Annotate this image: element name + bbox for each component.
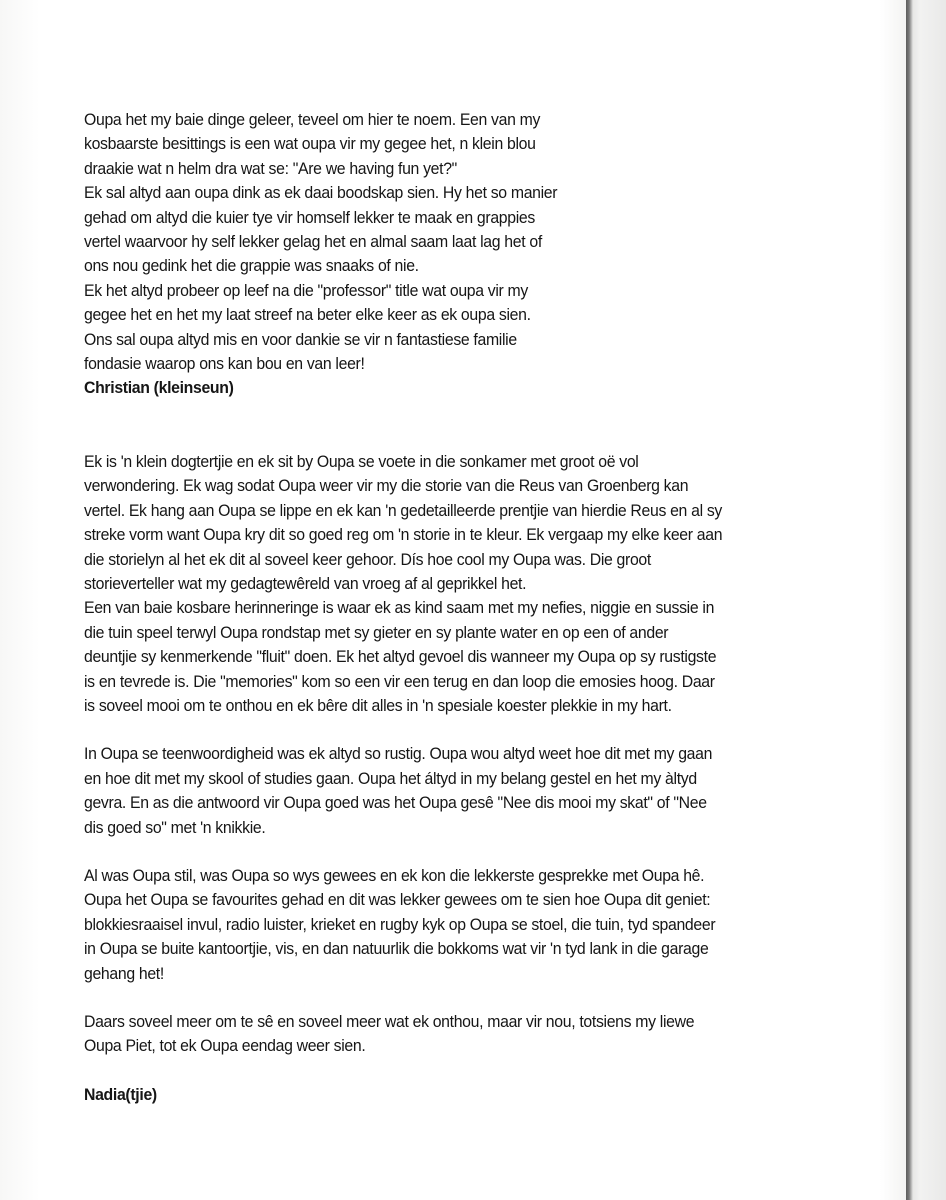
- paragraph: [84, 742, 828, 840]
- text-line: gehad om altyd die kuier tye vir homself lekker te maak en grappies: [84, 207, 535, 227]
- text-line: fondasie waarop ons kan bou en van leer!: [84, 354, 365, 374]
- text-line: gehang het!: [84, 963, 164, 983]
- text-line: Ons sal oupa altyd mis en voor dankie se vir n fantastiese familie: [84, 329, 517, 349]
- text-line: Oupa het my baie dinge geleer, teveel om hier te noem. Een van my: [84, 110, 541, 129]
- text-line: draakie wat n helm dra wat se: "Are we having fun yet?": [84, 158, 457, 178]
- text-line: streke vorm want Oupa kry dit so goed reg om 'n storie in te kleur. Ek vergaap my elke keer aan: [84, 525, 723, 545]
- signature-nadia: Nadia(tjie): [84, 1084, 157, 1104]
- text-line: vertel. Ek hang aan Oupa se lippe en ek kan 'n gedetailleerde prentjie van hierdie Reus en al sy: [84, 500, 722, 520]
- section-spacer: [84, 401, 828, 450]
- text-line: Oupa het Oupa se favourites gehad en dit was lekker gewees om te sien hoe Oupa dit geniet:: [84, 890, 711, 910]
- paragraph-spacer: [84, 986, 828, 1010]
- text-line: dis goed so" met 'n knikkie.: [84, 817, 266, 837]
- text-line: vertel waarvoor hy self lekker gelag het en almal saam laat lag het of: [84, 232, 542, 252]
- paragraph: [84, 864, 828, 986]
- text-line: deuntjie sy kenmerkende "fluit" doen. Ek het altyd gevoel dis wanneer my Oupa op sy rustigste: [84, 647, 717, 667]
- text-line: die storielyn al het ek dit al soveel keer gehoor. Dís hoe cool my Oupa was. Die groot: [84, 549, 651, 569]
- text-line: Daars soveel meer om te sê en soveel meer wat ek onthou, maar vir nou, totsiens my liewe: [84, 1012, 695, 1031]
- paragraph-spacer: [84, 718, 828, 742]
- text-line: gegee het en het my laat streef na beter elke keer as ek oupa sien.: [84, 305, 531, 325]
- text-line: is soveel mooi om te onthou en ek bêre dit alles in 'n spesiale koester plekkie in my hart.: [84, 695, 672, 715]
- text-line: Oupa Piet, tot ek Oupa eendag weer sien.: [84, 1036, 366, 1056]
- paragraph: [84, 450, 828, 718]
- signature-christian: Christian (kleinseun): [84, 378, 234, 398]
- text-line: Ek het altyd probeer op leef na die "professor" title wat oupa vir my: [84, 280, 528, 300]
- paragraph-spacer: [84, 840, 828, 864]
- text-line: Al was Oupa stil, was Oupa so wys gewees en ek kon die lekkerste gesprekke met Oupa hê.: [84, 865, 705, 885]
- paragraph-spacer: [84, 1059, 828, 1083]
- text-line: en hoe dit met my skool of studies gaan. Oupa het áltyd in my belang gestel en het my àltyd: [84, 768, 697, 788]
- text-line: Ek is 'n klein dogtertjie en ek sit by Oupa se voete in die sonkamer met groot oë vol: [84, 451, 639, 471]
- text-line: In Oupa se teenwoordigheid was ek altyd so rustig. Oupa wou altyd weet hoe dit met my gaan: [84, 744, 713, 764]
- text-line: die tuin speel terwyl Oupa rondstap met sy gieter en sy plante water en op een of ander: [84, 622, 669, 642]
- text-line: is en tevrede is. Die "memories" kom so een vir een terug en dan loop die emosies hoog. Daar: [84, 671, 715, 691]
- text-line: Ek sal altyd aan oupa dink as ek daai boodskap sien. Hy het so manier: [84, 183, 558, 203]
- text-line: in Oupa se buite kantoortjie, vis, en dan natuurlik die bokkoms wat vir 'n tyd lank in die garage: [84, 939, 709, 959]
- paragraph: [84, 1010, 828, 1059]
- text-line: blokkiesraaisel invul, radio luister, krieket en rugby kyk op Oupa se stoel, die tuin, tyd spandeer: [84, 914, 716, 934]
- text-line: storieverteller wat my gedagtewêreld van vroeg af al geprikkel het.: [84, 573, 527, 593]
- page-content: [84, 108, 828, 1107]
- tribute-nadia: [84, 450, 828, 1107]
- text-line: Een van baie kosbare herinneringe is waar ek as kind saam met my nefies, niggie en sussie in: [84, 598, 715, 618]
- page-binding-edge: [906, 0, 946, 1200]
- text-line: ons nou gedink het die grappie was snaaks of nie.: [84, 256, 419, 276]
- tribute-christian: [84, 108, 828, 401]
- text-line: gevra. En as die antwoord vir Oupa goed was het Oupa gesê "Nee dis mooi my skat" of "Nee: [84, 793, 707, 813]
- text-line: verwondering. Ek wag sodat Oupa weer vir my die storie van die Reus van Groenberg kan: [84, 476, 689, 496]
- text-line: kosbaarste besittings is een wat oupa vir my gegee het, n klein blou: [84, 134, 536, 154]
